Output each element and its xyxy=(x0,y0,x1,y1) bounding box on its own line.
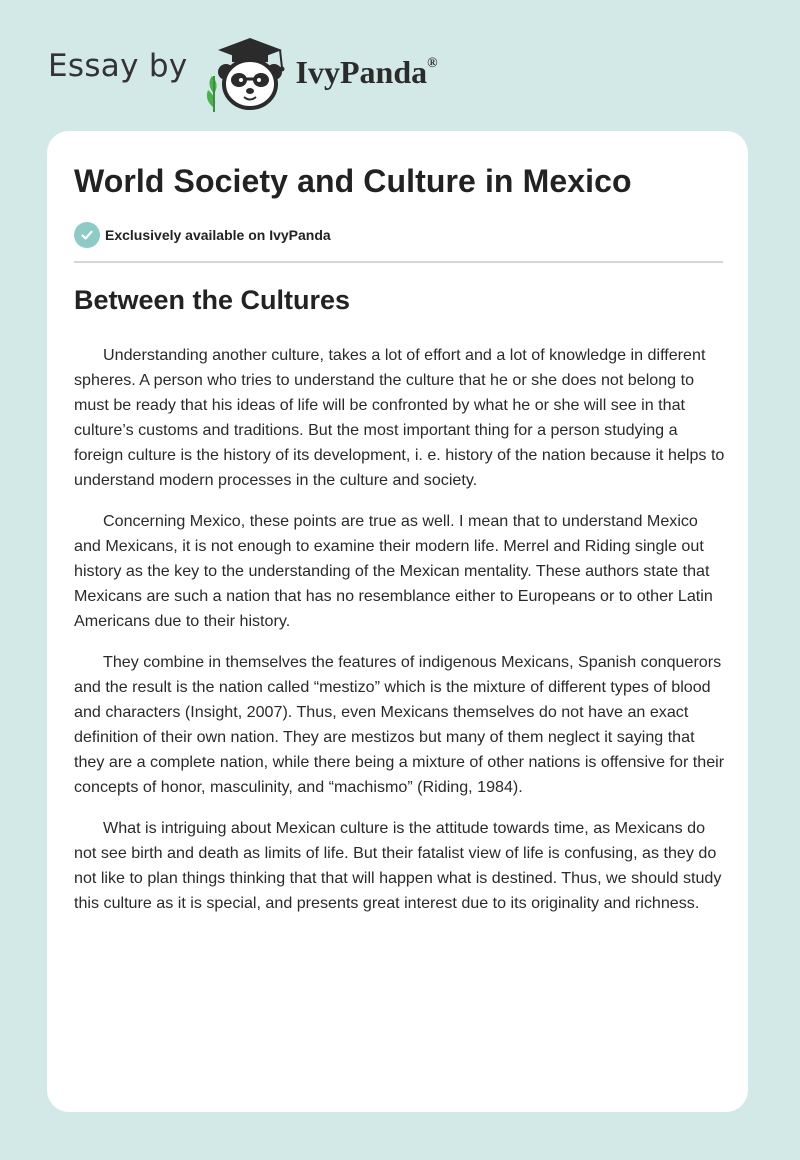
panda-graduation-cap-logo-icon[interactable] xyxy=(202,34,294,114)
paragraph: Concerning Mexico, these points are true as well. I mean that to understand Mexico and Mexicans, it is not enough to examine their modern life. Merrel and Riding single out history as the key to the understanding of the Mexican mentality. These authors state that Mexicans are such a nation that has no resemblance either to Europeans or to other Latin Americans due to their history. xyxy=(74,512,713,630)
essay-body xyxy=(74,343,728,932)
site-header xyxy=(48,34,438,114)
registered-mark: ® xyxy=(427,55,438,71)
exclusive-badge-text: Exclusively available on IvyPanda xyxy=(105,227,331,243)
paragraph: Understanding another culture, takes a lot of effort and a lot of knowledge in different spheres. A person who tries to understand the culture that he or she does not belong to must be ready that his ideas of life will be confronted by what he or she will see in that culture’s customs and traditions. But the most important thing for a person studying a foreign culture is the history of its development, i. e. history of the nation because it helps to understand modern processes in the culture and society. xyxy=(74,346,725,489)
paragraph: What is intriguing about Mexican culture is the attitude towards time, as Mexicans do not see birth and death as limits of life. But their fatalist view of life is confusing, as they do not like to plan things thinking that that will happen what is destined. Thus, we should study this culture as it is special, and presents great interest due to its originality and richness. xyxy=(74,819,722,912)
essay-card xyxy=(47,131,748,1112)
brand-name[interactable]: IvyPanda® xyxy=(295,53,438,90)
section-heading: Between the Cultures xyxy=(74,285,351,315)
exclusive-badge xyxy=(74,222,331,248)
title-divider xyxy=(74,261,723,263)
essay-title: World Society and Culture in Mexico xyxy=(74,163,632,199)
check-icon xyxy=(74,222,100,248)
essay-by-label: Essay by xyxy=(48,48,188,84)
paragraph: They combine in themselves the features of indigenous Mexicans, Spanish conquerors and the result is the nation called “mestizo” which is the mixture of different types of blood and characters (Insight, 2007). Thus, even Mexicans themselves do not have an exact definition of their own nation. They are mestizos but many of them neglect it saying that they are a complete nation, while there being a mixture of other nations is offensive for their concepts of honor, masculinity, and “machismo” (Riding, 1984). xyxy=(74,653,725,796)
